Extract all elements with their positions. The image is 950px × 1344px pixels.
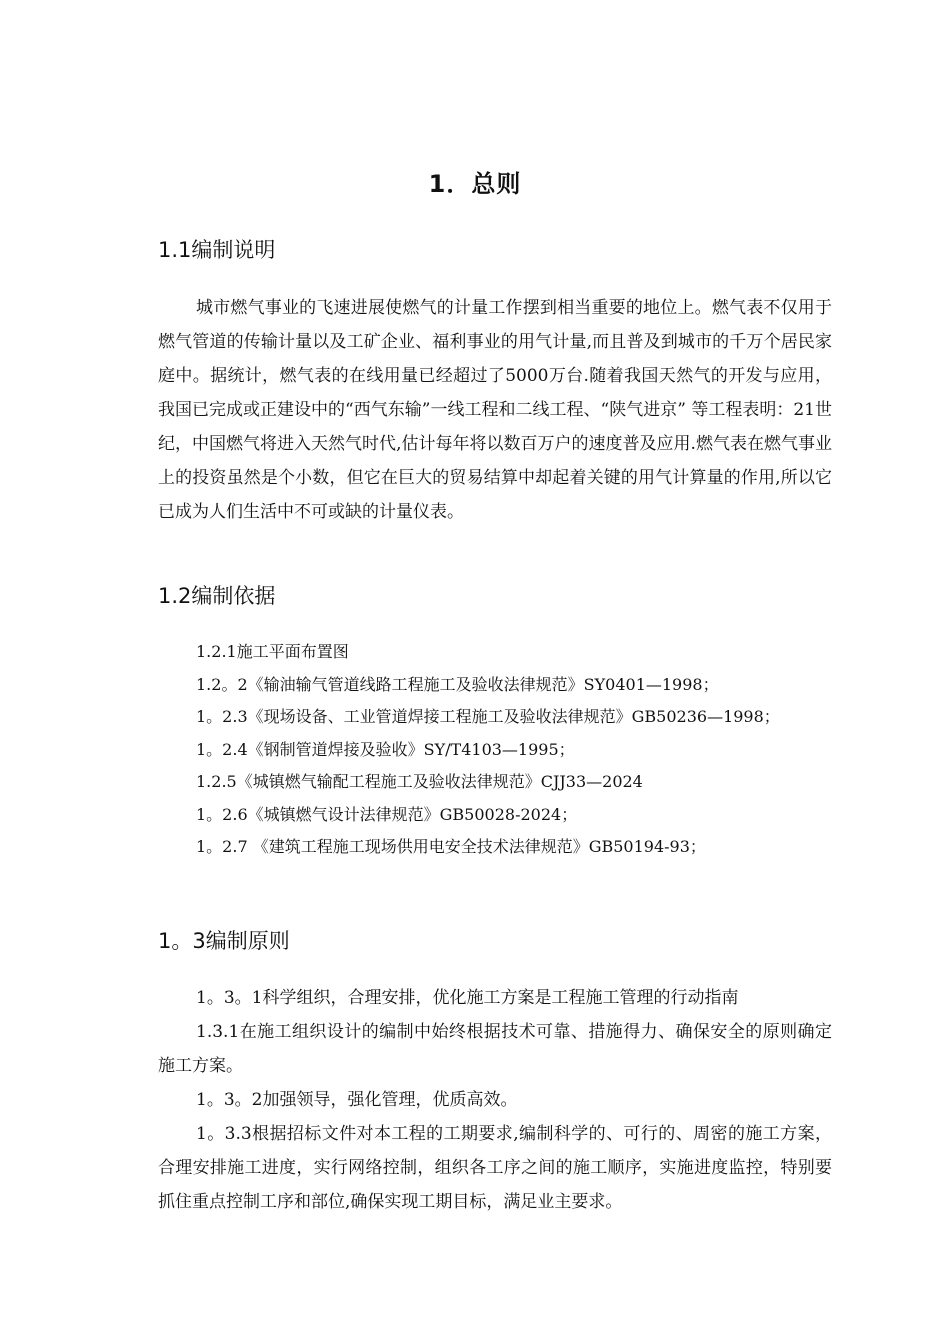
basis-item: 1.2.5《城镇燃气输配工程施工及验收法律规范》CJJ33—2024 [196,772,643,791]
basis-item: 1。2.6《城镇燃气设计法律规范》GB50028-2024； [196,804,578,824]
basis-item: 1。2.3《现场设备、工业管道焊接工程施工及验收法律规范》GB50236—1998； [196,707,780,726]
section-1-1-paragraph: 城市燃气事业的飞速进展使燃气的计量工作摆到相当重要的地位上。燃气表不仅用于燃气管道的传输计量以及工矿企业、福利事业的用气计量,而且普及到城市的千万个居民家庭中。据统计，燃气表的在线用量已经超过了5000万台.随着我国天然气的开发与应用，我国已完成或正建设中的“西气东输”一线工程和二线工程、“陕气进京” 等工程表明：21世纪，中国燃气将进入天然气时代,估计每年将以数百万户的速度普及应用.燃气表在燃气事业上的投资虽然是个小数，但它在巨大的贸易结算中却起着关键的用气计算量的作用,所以它已成为人们生活中不可或缺的计量仪表。 [158,298,832,522]
basis-list [158,636,832,864]
basis-item: 1。2.4《钢制管道焊接及验收》SY/T4103—1995； [196,739,575,759]
principle-item: 1。3.3根据招标文件对本工程的工期要求,编制科学的、可行的、周密的施工方案，合理安排施工进度，实行网络控制，组织各工序之间的施工顺序，实施进度监控，特别要抓住重点控制工序和部位,确保实现工期目标，满足业主要求。 [158,1124,832,1212]
section-heading-1-1: 1.1编制说明 [158,238,276,262]
principle-item: 1。3。2加强领导，强化管理，优质高效。 [196,1090,518,1110]
section-heading-1-2: 1.2编制依据 [158,584,276,608]
principle-list [158,981,832,1219]
principle-item: 1。3。1科学组织，合理安排，优化施工方案是工程施工管理的行动指南 [196,988,739,1008]
basis-item: 1.2。2《输油输气管道线路工程施工及验收法律规范》SY0401—1998； [196,674,719,694]
basis-item: 1。2.7 《建筑工程施工现场供用电安全技术法律规范》GB50194-93； [196,837,706,856]
chapter-title: 1．总则 [428,170,522,198]
section-heading-1-3: 1。3编制原则 [158,929,290,953]
principle-item: 1.3.1在施工组织设计的编制中始终根据技术可靠、措施得力、确保安全的原则确定施工方案。 [158,1022,832,1076]
basis-item: 1.2.1施工平面布置图 [196,642,349,661]
